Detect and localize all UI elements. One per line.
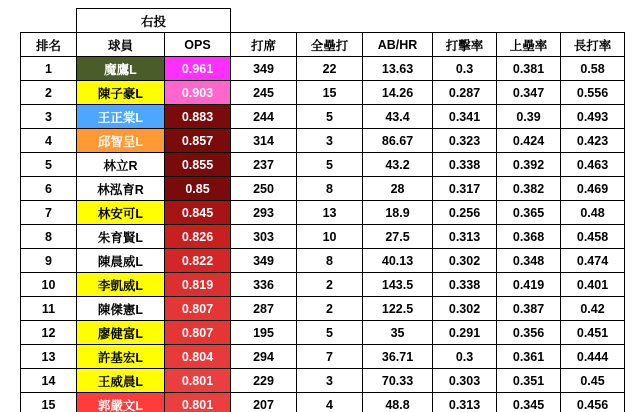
slugging-percentage-cell: 0.48 — [561, 201, 625, 225]
ops-cell: 0.857 — [165, 129, 231, 153]
player-cell: 林泓育R — [77, 177, 165, 201]
ab-per-hr-cell: 43.2 — [363, 153, 433, 177]
empty-cell — [561, 9, 625, 33]
plate-appearances-cell: 293 — [231, 201, 297, 225]
column-header[interactable]: AB/HR — [363, 33, 433, 57]
home-runs-cell: 5 — [297, 153, 363, 177]
ops-cell: 0.801 — [165, 393, 231, 412]
player-cell: 林立R — [77, 153, 165, 177]
batting-average-cell: 0.338 — [433, 153, 497, 177]
table-row — [21, 345, 625, 369]
slugging-percentage-cell: 0.423 — [561, 129, 625, 153]
home-runs-cell: 3 — [297, 369, 363, 393]
ops-cell: 0.801 — [165, 369, 231, 393]
player-cell: 朱育賢L — [77, 225, 165, 249]
table-row — [21, 297, 625, 321]
slugging-percentage-cell: 0.42 — [561, 297, 625, 321]
ab-per-hr-cell: 122.5 — [363, 297, 433, 321]
home-runs-cell: 2 — [297, 297, 363, 321]
slugging-percentage-cell: 0.456 — [561, 393, 625, 412]
rank-cell: 8 — [21, 225, 77, 249]
table-row — [21, 81, 625, 105]
batting-average-cell: 0.287 — [433, 81, 497, 105]
ops-cell: 0.845 — [165, 201, 231, 225]
rank-cell: 2 — [21, 81, 77, 105]
player-cell: 王正棠L — [77, 105, 165, 129]
plate-appearances-cell: 314 — [231, 129, 297, 153]
home-runs-cell: 2 — [297, 273, 363, 297]
table-row — [21, 393, 625, 412]
slugging-percentage-cell: 0.401 — [561, 273, 625, 297]
home-runs-cell: 22 — [297, 57, 363, 81]
header-row — [21, 33, 625, 57]
player-cell: 許基宏L — [77, 345, 165, 369]
plate-appearances-cell: 294 — [231, 345, 297, 369]
ops-cell: 0.883 — [165, 105, 231, 129]
home-runs-cell: 8 — [297, 249, 363, 273]
rank-cell: 14 — [21, 369, 77, 393]
batting-average-cell: 0.317 — [433, 177, 497, 201]
rank-cell: 4 — [21, 129, 77, 153]
rank-cell: 15 — [21, 393, 77, 412]
batting-average-cell: 0.302 — [433, 249, 497, 273]
ab-per-hr-cell: 36.71 — [363, 345, 433, 369]
table-row — [21, 369, 625, 393]
batting-average-cell: 0.256 — [433, 201, 497, 225]
table-row — [21, 249, 625, 273]
player-cell: 陳子豪L — [77, 81, 165, 105]
plate-appearances-cell: 349 — [231, 249, 297, 273]
table-row — [21, 321, 625, 345]
rank-cell: 12 — [21, 321, 77, 345]
ops-cell: 0.822 — [165, 249, 231, 273]
stats-table — [20, 8, 625, 412]
rank-cell: 13 — [21, 345, 77, 369]
ab-per-hr-cell: 28 — [363, 177, 433, 201]
rank-cell: 10 — [21, 273, 77, 297]
home-runs-cell: 7 — [297, 345, 363, 369]
rank-cell: 3 — [21, 105, 77, 129]
slugging-percentage-cell: 0.444 — [561, 345, 625, 369]
ab-per-hr-cell: 86.67 — [363, 129, 433, 153]
player-cell: 郭嚴文L — [77, 393, 165, 412]
column-header[interactable]: 打擊率 — [433, 33, 497, 57]
ops-cell: 0.826 — [165, 225, 231, 249]
player-cell: 陳晨威L — [77, 249, 165, 273]
on-base-percentage-cell: 0.387 — [497, 297, 561, 321]
column-header[interactable]: 打席 — [231, 33, 297, 57]
ab-per-hr-cell: 43.4 — [363, 105, 433, 129]
sheet-title: 右投 — [77, 9, 231, 33]
batting-average-cell: 0.291 — [433, 321, 497, 345]
player-cell: 陳傑憲L — [77, 297, 165, 321]
on-base-percentage-cell: 0.365 — [497, 201, 561, 225]
empty-cell — [297, 9, 363, 33]
batting-average-cell: 0.323 — [433, 129, 497, 153]
on-base-percentage-cell: 0.356 — [497, 321, 561, 345]
player-cell: 邱智呈L — [77, 129, 165, 153]
rank-cell: 11 — [21, 297, 77, 321]
ab-per-hr-cell: 48.8 — [363, 393, 433, 412]
rank-cell: 6 — [21, 177, 77, 201]
batting-average-cell: 0.313 — [433, 225, 497, 249]
ab-per-hr-cell: 35 — [363, 321, 433, 345]
column-header[interactable]: 長打率 — [561, 33, 625, 57]
ops-cell: 0.855 — [165, 153, 231, 177]
column-header[interactable]: 全壘打 — [297, 33, 363, 57]
table-row — [21, 129, 625, 153]
table-row — [21, 57, 625, 81]
slugging-percentage-cell: 0.474 — [561, 249, 625, 273]
batting-average-cell: 0.302 — [433, 297, 497, 321]
empty-cell — [497, 9, 561, 33]
plate-appearances-cell: 287 — [231, 297, 297, 321]
on-base-percentage-cell: 0.39 — [497, 105, 561, 129]
rank-cell: 1 — [21, 57, 77, 81]
player-cell: 李凱威L — [77, 273, 165, 297]
batting-average-cell: 0.338 — [433, 273, 497, 297]
rank-cell: 5 — [21, 153, 77, 177]
table-body — [21, 9, 625, 412]
column-header[interactable]: OPS — [165, 33, 231, 57]
ab-per-hr-cell: 70.33 — [363, 369, 433, 393]
on-base-percentage-cell: 0.347 — [497, 81, 561, 105]
empty-cell — [433, 9, 497, 33]
batting-average-cell: 0.313 — [433, 393, 497, 412]
home-runs-cell: 8 — [297, 177, 363, 201]
plate-appearances-cell: 244 — [231, 105, 297, 129]
batting-average-cell: 0.341 — [433, 105, 497, 129]
title-row — [21, 9, 625, 33]
slugging-percentage-cell: 0.463 — [561, 153, 625, 177]
batting-average-cell: 0.3 — [433, 57, 497, 81]
batting-average-cell: 0.303 — [433, 369, 497, 393]
on-base-percentage-cell: 0.424 — [497, 129, 561, 153]
batting-average-cell: 0.3 — [433, 345, 497, 369]
plate-appearances-cell: 245 — [231, 81, 297, 105]
ab-per-hr-cell: 27.5 — [363, 225, 433, 249]
ops-cell: 0.961 — [165, 57, 231, 81]
on-base-percentage-cell: 0.345 — [497, 393, 561, 412]
table-row — [21, 105, 625, 129]
on-base-percentage-cell: 0.381 — [497, 57, 561, 81]
ops-cell: 0.807 — [165, 297, 231, 321]
ops-cell: 0.903 — [165, 81, 231, 105]
home-runs-cell: 5 — [297, 321, 363, 345]
slugging-percentage-cell: 0.58 — [561, 57, 625, 81]
on-base-percentage-cell: 0.392 — [497, 153, 561, 177]
home-runs-cell: 4 — [297, 393, 363, 412]
ab-per-hr-cell: 40.13 — [363, 249, 433, 273]
ops-cell: 0.807 — [165, 321, 231, 345]
ab-per-hr-cell: 143.5 — [363, 273, 433, 297]
ab-per-hr-cell: 14.26 — [363, 81, 433, 105]
table-row — [21, 225, 625, 249]
player-cell: 魔鷹L — [77, 57, 165, 81]
column-header[interactable]: 上壘率 — [497, 33, 561, 57]
table-row — [21, 177, 625, 201]
empty-cell — [231, 9, 297, 33]
on-base-percentage-cell: 0.368 — [497, 225, 561, 249]
on-base-percentage-cell: 0.382 — [497, 177, 561, 201]
ops-cell: 0.819 — [165, 273, 231, 297]
home-runs-cell: 10 — [297, 225, 363, 249]
home-runs-cell: 13 — [297, 201, 363, 225]
on-base-percentage-cell: 0.361 — [497, 345, 561, 369]
rank-cell: 9 — [21, 249, 77, 273]
table-row — [21, 273, 625, 297]
home-runs-cell: 5 — [297, 105, 363, 129]
plate-appearances-cell: 229 — [231, 369, 297, 393]
player-cell: 廖健富L — [77, 321, 165, 345]
column-header[interactable]: 排名 — [21, 33, 77, 57]
ab-per-hr-cell: 13.63 — [363, 57, 433, 81]
empty-cell — [21, 9, 77, 33]
on-base-percentage-cell: 0.348 — [497, 249, 561, 273]
rank-cell: 7 — [21, 201, 77, 225]
ops-cell: 0.85 — [165, 177, 231, 201]
slugging-percentage-cell: 0.469 — [561, 177, 625, 201]
home-runs-cell: 3 — [297, 129, 363, 153]
on-base-percentage-cell: 0.351 — [497, 369, 561, 393]
slugging-percentage-cell: 0.45 — [561, 369, 625, 393]
plate-appearances-cell: 303 — [231, 225, 297, 249]
plate-appearances-cell: 207 — [231, 393, 297, 412]
home-runs-cell: 15 — [297, 81, 363, 105]
player-cell: 林安可L — [77, 201, 165, 225]
empty-cell — [363, 9, 433, 33]
plate-appearances-cell: 250 — [231, 177, 297, 201]
table-row — [21, 153, 625, 177]
slugging-percentage-cell: 0.556 — [561, 81, 625, 105]
table-row — [21, 201, 625, 225]
column-header[interactable]: 球員 — [77, 33, 165, 57]
plate-appearances-cell: 237 — [231, 153, 297, 177]
ab-per-hr-cell: 18.9 — [363, 201, 433, 225]
slugging-percentage-cell: 0.451 — [561, 321, 625, 345]
plate-appearances-cell: 195 — [231, 321, 297, 345]
player-cell: 王威晨L — [77, 369, 165, 393]
on-base-percentage-cell: 0.419 — [497, 273, 561, 297]
slugging-percentage-cell: 0.458 — [561, 225, 625, 249]
plate-appearances-cell: 349 — [231, 57, 297, 81]
ops-cell: 0.804 — [165, 345, 231, 369]
plate-appearances-cell: 336 — [231, 273, 297, 297]
slugging-percentage-cell: 0.493 — [561, 105, 625, 129]
